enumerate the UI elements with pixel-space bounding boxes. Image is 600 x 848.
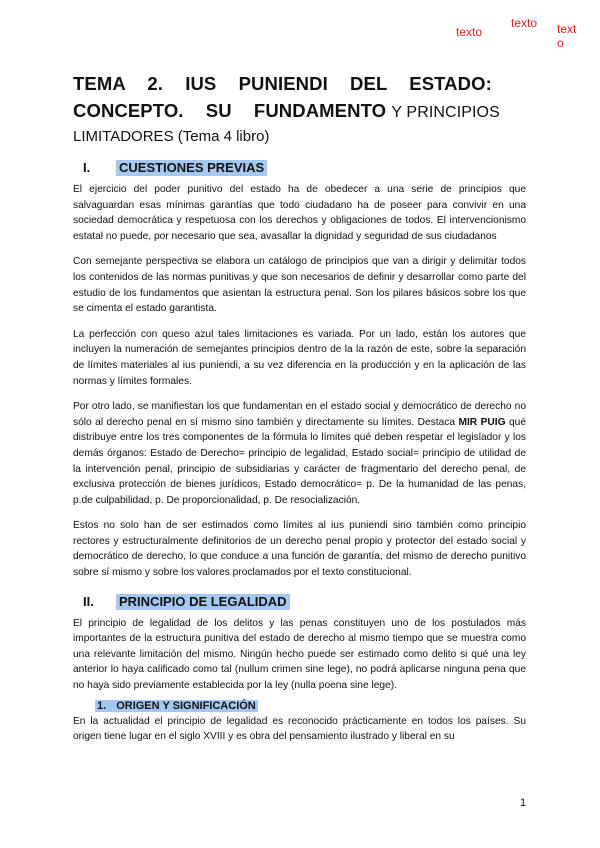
paragraph: El ejercicio del poder punitivo del estado ha de obedecer a una serie de principios que salvaguardan esas mínimas garantías que todo ciudadano ha de poseer para convivir en una sociedad democrática y respetuosa con los derechos y obligaciones de todos. El intervencionismo estatal no puede, por necesario que sea, avasallar la dignidad y seguridad de sus ciudadanos [73,184,526,242]
page-number: 1 [520,797,527,809]
paragraph [73,399,526,508]
section-title: PRINCIPIO DE LEGALIDAD [116,594,290,610]
paragraph: En la actualidad el principio de legalidad es reconocido prácticamente en todos los países. Su origen tiene lugar en el siglo XVIII y es obra del pensamiento ilustrado y liberal en su [73,715,526,743]
section-number: II. [83,593,94,609]
section-number: I. [83,160,91,175]
title-line-3: LIMITADORES (Tema 4 libro) [73,128,270,145]
document-title [73,70,526,126]
margin-note: texto [511,16,538,30]
paragraph: Estos no solo han de ser estimados como límites al ius puniendi sino también como principio rectores y estructuralmente definitorios de un derecho penal propio y protector del estado social y democrático de derecho, lo que conduce a una función de garantía, del mismo de derecho punitivo sobre sí mismo y sobre los valores proclamados por el texto constitucional. [73,520,526,579]
title-line-1: TEMA 2. IUS PUNIENDI DEL ESTADO: [73,73,492,94]
document-body [73,70,526,755]
section-heading-2 [73,594,526,610]
section-heading-1 [73,160,526,176]
paragraph-text: qué distribuye entre los tres componentes de la fórmula lo límites qué deben respetar el legislador y los demás órganos: Estado de Derecho= principio de legalidad, Estado social= principio de utilidad de la intervención penal, principio de subsidiarias y carácter de fragmentario del derecho penal, de exclusiva protección de bienes jurídicos, Estado democrático= p. De la humanidad de las penas, p.de culpabilidad, p. De proporcionalidad, p. De resocialización. [73,416,526,506]
paragraph: El principio de legalidad de los delitos y las penas constituyen uno de los postulados más importantes de la estructura punitiva del estado de derecho al mismo tiempo que se muestra como una relevante limitación del mismo. Ningún hecho puede ser estimado como delito si qué una ley anterior lo haya calificado como tal (nullum crimen sine lege), no podrá aplicarse ninguna pena que no haya sido previamente establecida por la ley (nulla poena sine lege). [73,617,526,692]
paragraph: Con semejante perspectiva se elabora un catálogo de principios que van a dirigir y delimitar todos los contenidos de las normas punitivas y que son necesarios de definir y desarrollar como parte del estudio de los fundamentos que asientan la estructura penal. Son los pilares básicos sobre los que se cimenta el estado garantista. [73,256,526,315]
author-name: MIR PUIG [458,416,506,428]
paragraph-text: Por otro lado, se manifiestan los que fundamentan en el estado social y democrático de derecho no sólo al derecho penal en sí mismo sino también y directamente su límites. Destaca [73,401,526,428]
margin-note: texto [557,22,577,50]
paragraph: La perfección con queso azul tales limitaciones es variada. Por un lado, están los autores que incluyen la numeración de semejantes principios dentro de la la razón de este, sobre la separación de límites materiales al ius puniendi, a su vez diferencia en la producción y en la aplicación de las normas y límites formales. [73,328,526,387]
section-title: CUESTIONES PREVIAS [116,160,267,176]
margin-note: texto [456,25,483,39]
title-line-2-rest: Y PRINCIPIOS [391,104,500,121]
subsection-title: 1. ORIGEN Y SIGNIFICACIÓN [97,699,256,712]
title-line-2-bold: CONCEPTO. SU FUNDAMENTO [73,100,387,121]
subsection-heading [73,700,526,712]
